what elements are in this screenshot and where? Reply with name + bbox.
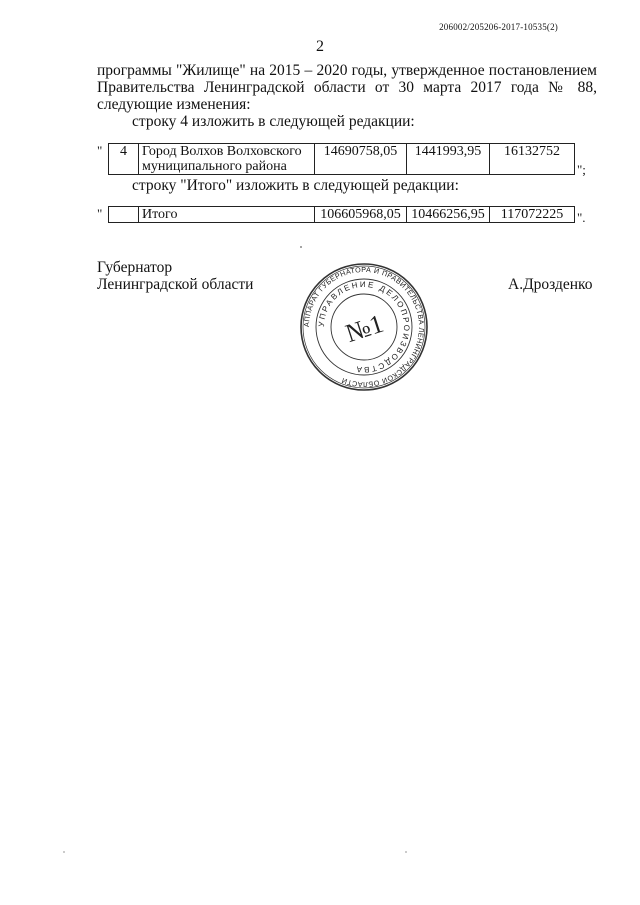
total-name: Итого [139, 207, 315, 223]
intro-paragraph [97, 62, 597, 113]
row4-name [139, 144, 315, 175]
total-open-quote: " [97, 206, 103, 221]
instruction-row4: строку 4 изложить в следующей редакции: [132, 113, 415, 130]
row4-name-line1: Город Волхов Волховского [142, 144, 302, 159]
signer-title-line1: Губернатор [97, 259, 173, 276]
signer-title-line2: Ленинградской области [97, 276, 254, 293]
total-value-3: 117072225 [490, 207, 575, 223]
total-close-quote: ". [577, 210, 586, 225]
total-num [109, 207, 139, 223]
row4-value-3: 16132752 [490, 144, 575, 175]
total-value-1: 106605968,05 [315, 207, 407, 223]
intro-line-2: Правительства Ленинградской области от 30 марта 2017 года № 88, [97, 79, 597, 96]
row4-table [108, 143, 575, 175]
table-row [109, 207, 575, 223]
total-value-2: 10466256,95 [407, 207, 490, 223]
stamp-inner-text: УПРАВЛЕНИЕ ДЕЛОПРОИЗВОДСТВА [316, 279, 412, 375]
official-stamp [299, 262, 429, 392]
row4-num: 4 [109, 144, 139, 175]
row4-value-1: 14690758,05 [315, 144, 407, 175]
scan-speck [300, 246, 302, 248]
row4-value-2: 1441993,95 [407, 144, 490, 175]
stamp-center-number: №1 [342, 308, 387, 349]
intro-line-3: следующие изменения: [97, 96, 251, 113]
scan-speck [63, 851, 65, 853]
row4-close-quote: "; [577, 162, 586, 177]
instruction-total: строку "Итого" изложить в следующей редакции: [132, 177, 459, 194]
table-row [109, 144, 575, 175]
row4-open-quote: " [97, 143, 103, 158]
document-id: 206002/205206-2017-10535(2) [439, 22, 558, 32]
stamp-outer-text: АППАРАТ ГУБЕРНАТОРА И ПРАВИТЕЛЬСТВА ЛЕНИНГРАДСКОЙ ОБЛАСТИ [301, 264, 427, 390]
scan-speck [405, 851, 407, 853]
signer-name: А.Дрозденко [508, 276, 593, 293]
total-table [108, 206, 575, 223]
intro-line-1: программы "Жилище" на 2015 – 2020 годы, утвержденное постановлением [97, 62, 597, 79]
page-number: 2 [316, 38, 324, 55]
row4-name-line2: муниципального района [142, 159, 287, 174]
